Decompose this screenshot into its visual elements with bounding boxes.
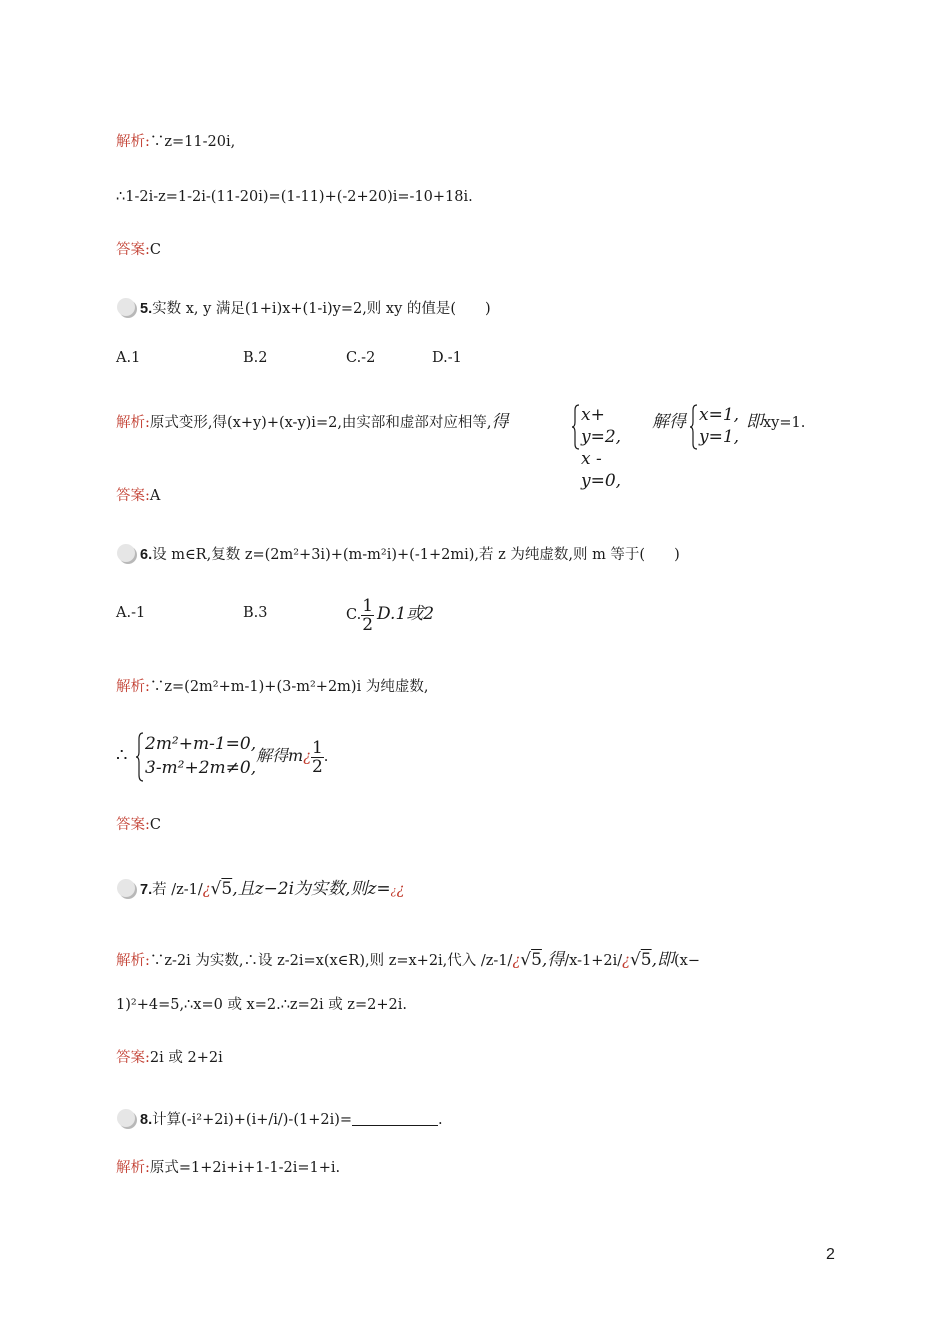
placeholder-mark: ¿: [303, 749, 311, 765]
equation-row: x=1,: [699, 405, 740, 425]
option-b: B.3: [243, 605, 268, 621]
analysis-label: 解析:: [116, 415, 150, 431]
option-b: B.2: [243, 350, 268, 366]
answer-value: C: [149, 242, 161, 258]
analysis-continuation: [116, 995, 407, 1015]
placeholder-mark: ¿: [396, 882, 405, 898]
answer-line: [116, 486, 160, 506]
answer-label: 答案:: [116, 1050, 150, 1066]
answer-value: C: [149, 817, 161, 833]
analysis-text: ∴1-2i-z=1-2i-(11-20i)=(1-11)+(-2+20)i=-10+18i.: [116, 189, 473, 205]
analysis-label: 解析:: [116, 134, 150, 150]
period: .: [323, 749, 329, 765]
placeholder-mark: ¿: [622, 953, 630, 969]
question-stem: 计算(-i²+2i)+(i+/i/)-(1+2i)=: [152, 1112, 353, 1128]
analysis-line: [116, 412, 509, 433]
analysis-label: 解析:: [116, 953, 150, 969]
question-stem: ,且z−2i为实数,则z=: [232, 879, 391, 899]
sqrt-expression: √5: [520, 950, 542, 970]
question-bullet-icon: [116, 878, 138, 900]
question-number: 7.: [140, 882, 153, 898]
analysis-result: [256, 738, 328, 776]
equation-row: 3-m²+2m≠0,: [145, 758, 257, 778]
therefore-symbol: ∴: [116, 745, 128, 766]
brace-icon: [572, 404, 580, 450]
question-bullet-icon: [116, 1108, 138, 1130]
analysis-text: (x−: [674, 953, 700, 969]
option-c: [346, 596, 434, 634]
equation-row: 2m²+m-1=0,: [145, 734, 257, 754]
analysis-line: [116, 1158, 340, 1178]
answer-value: 2i 或 2+2i: [149, 1050, 223, 1066]
answer-line: [116, 240, 161, 260]
analysis-text: ∵z=(2m²+m-1)+(3-m²+2m)i 为纯虚数,: [149, 679, 429, 695]
placeholder-mark: ¿: [512, 953, 521, 969]
brace-icon: [136, 732, 144, 782]
fraction: $\frac{1}{2}$: [311, 737, 323, 777]
equation-row: x+ y=2,: [581, 405, 622, 447]
question-8: [116, 1108, 443, 1130]
analysis-label: 解析:: [116, 1160, 150, 1176]
option-c: C.-2: [346, 350, 376, 366]
analysis-text: 1)²+4=5,∴x=0 或 x=2.∴z=2i 或 z=2+2i.: [116, 997, 407, 1013]
analysis-text: 原式=1+2i+i+1-1-2i=1+i.: [149, 1160, 341, 1176]
analysis-text: /x-1+2i/: [564, 953, 623, 969]
question-5: [116, 297, 491, 319]
page-number: 2: [826, 1246, 835, 1263]
math-text: 即: [746, 412, 763, 432]
analysis-text: 原式变形,得(x+y)+(x-y)i=2,由实部和虚部对应相等,: [149, 415, 492, 431]
fraction: $\frac{1}{2}$: [362, 595, 374, 635]
result-text: xy=1.: [763, 415, 806, 431]
analysis-line: [116, 132, 235, 152]
question-7: [116, 875, 404, 905]
question-6: [116, 543, 680, 565]
option-c-prefix: C.: [346, 607, 362, 623]
option-a: A.-1: [116, 605, 146, 621]
answer-line: [116, 815, 161, 835]
answer-blank: [352, 1111, 438, 1126]
question-stem-end: .: [438, 1112, 443, 1128]
brace-icon: [690, 404, 698, 450]
question-number: 5.: [140, 301, 153, 317]
question-bullet-icon: [116, 297, 138, 319]
answer-label: 答案:: [116, 488, 150, 504]
math-text: 解得: [652, 412, 686, 432]
question-bullet-icon: [116, 543, 138, 565]
option-d: D.-1: [432, 350, 462, 366]
answer-line: [116, 1048, 223, 1068]
equation-row: x - y=0,: [581, 449, 622, 491]
placeholder-mark: ¿: [390, 884, 397, 897]
answer-value: A: [149, 488, 161, 504]
option-a: A.1: [116, 350, 141, 366]
equation-row: y=1,: [699, 427, 740, 447]
placeholder-mark: ¿: [202, 882, 211, 898]
math-text: ,即: [651, 950, 675, 970]
answer-label: 答案:: [116, 817, 150, 833]
sqrt-expression: √5: [629, 950, 652, 970]
analysis-result: [746, 412, 805, 433]
question-stem: 设 m∈R,复数 z=(2m²+3i)+(m-m²i)+(-1+2mi),若 z 为纯虚数,则 m 等于( ): [152, 547, 680, 563]
analysis-continuation: [116, 187, 473, 207]
math-text: 得: [491, 412, 509, 432]
analysis-line: [116, 677, 428, 697]
analysis-text: ∵z=11-20i,: [149, 134, 236, 150]
question-number: 8.: [140, 1112, 153, 1128]
answer-label: 答案:: [116, 242, 150, 258]
analysis-label: 解析:: [116, 679, 150, 695]
analysis-text: ∵z-2i 为实数,∴设 z-2i=x(x∈R),则 z=x+2i,代入 /z-1/: [149, 953, 513, 969]
option-d: D.1或2: [377, 604, 435, 624]
analysis-line: [116, 947, 700, 974]
math-text: ,得: [541, 950, 565, 970]
question-stem: 实数 x, y 满足(1+i)x+(1-i)y=2,则 xy 的值是( ): [152, 301, 491, 317]
math-text: 解得m: [256, 746, 304, 765]
question-number: 6.: [140, 547, 153, 563]
sqrt-expression: √5: [210, 879, 233, 899]
question-stem: 若 /z-1/: [152, 882, 203, 898]
